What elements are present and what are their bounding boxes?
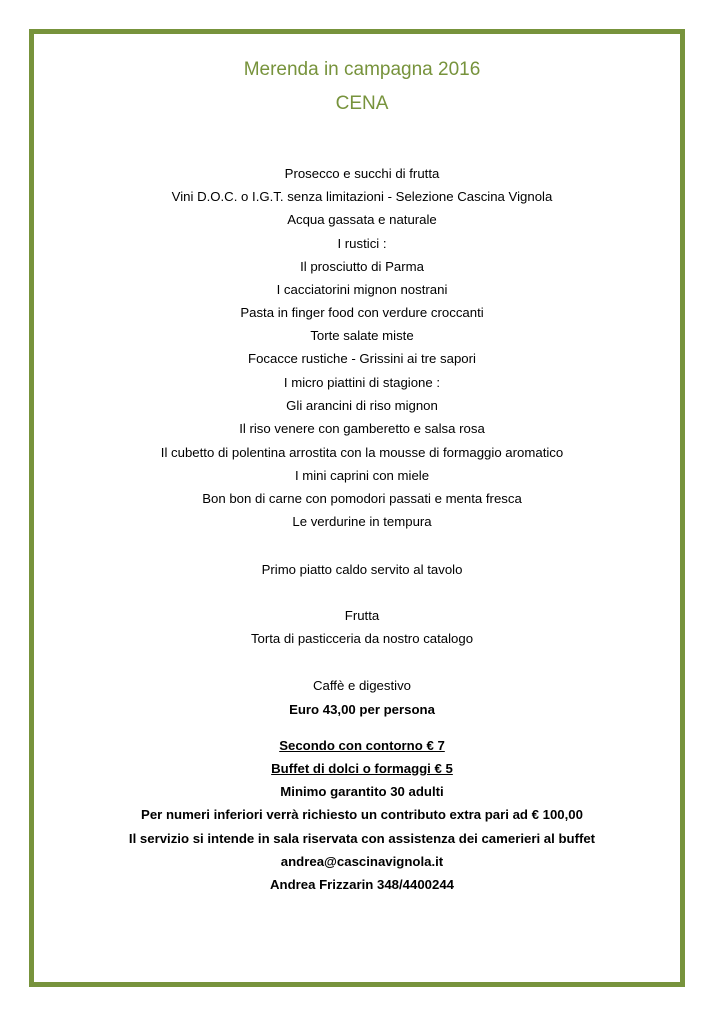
menu-item: Il cubetto di polentina arrostita con la mousse di formaggio aromatico — [160, 445, 564, 460]
menu-item: I cacciatorini mignon nostrani — [276, 282, 448, 297]
menu-item: Il prosciutto di Parma — [300, 259, 424, 274]
menu-item: Gli arancini di riso mignon — [286, 398, 438, 413]
menu-torta: Torta di pasticceria da nostro catalogo — [250, 631, 474, 646]
page-subtitle: CENA — [335, 93, 389, 114]
buffet-price-text: Buffet di dolci o formaggi € 5 — [271, 761, 453, 776]
menu-item: Le verdurine in tempura — [292, 514, 432, 529]
minimum-guests: Minimo garantito 30 adulti — [280, 784, 444, 799]
menu-item: I mini caprini con miele — [294, 468, 430, 483]
menu-item: Acqua gassata e naturale — [287, 212, 437, 227]
menu-primo: Primo piatto caldo servito al tavolo — [261, 562, 463, 577]
menu-item: Prosecco e succhi di frutta — [284, 166, 440, 181]
menu-item: Vini D.O.C. o I.G.T. senza limitazioni - Selezione Cascina Vignola — [171, 189, 553, 204]
buffet-price — [0, 761, 724, 776]
section-heading-rustici: I rustici : — [337, 236, 387, 251]
menu-item: Pasta in finger food con verdure croccanti — [240, 305, 484, 320]
secondo-price-text: Secondo con contorno € 7 — [279, 738, 445, 753]
page-title: Merenda in campagna 2016 — [243, 59, 481, 80]
menu-caffe: Caffè e digestivo — [313, 678, 411, 693]
secondo-price — [0, 738, 724, 753]
service-note: Il servizio si intende in sala riservata con assistenza dei camerieri al buffet — [128, 831, 596, 846]
menu-item: Torte salate miste — [310, 328, 414, 343]
contact-name-phone: Andrea Frizzarin 348/4400244 — [270, 877, 454, 892]
extra-fee-note: Per numeri inferiori verrà richiesto un contributo extra pari ad € 100,00 — [141, 807, 583, 822]
menu-frutta: Frutta — [344, 608, 380, 623]
price-per-person: Euro 43,00 per persona — [289, 702, 435, 717]
menu-item: Il riso venere con gamberetto e salsa rosa — [239, 421, 485, 436]
contact-email[interactable]: andrea@cascinavignola.it — [280, 854, 444, 869]
menu-item: Bon bon di carne con pomodori passati e menta fresca — [202, 491, 522, 506]
section-heading-piattini: I micro piattini di stagione : — [283, 375, 441, 390]
menu-item: Focacce rustiche - Grissini ai tre sapori — [248, 351, 476, 366]
